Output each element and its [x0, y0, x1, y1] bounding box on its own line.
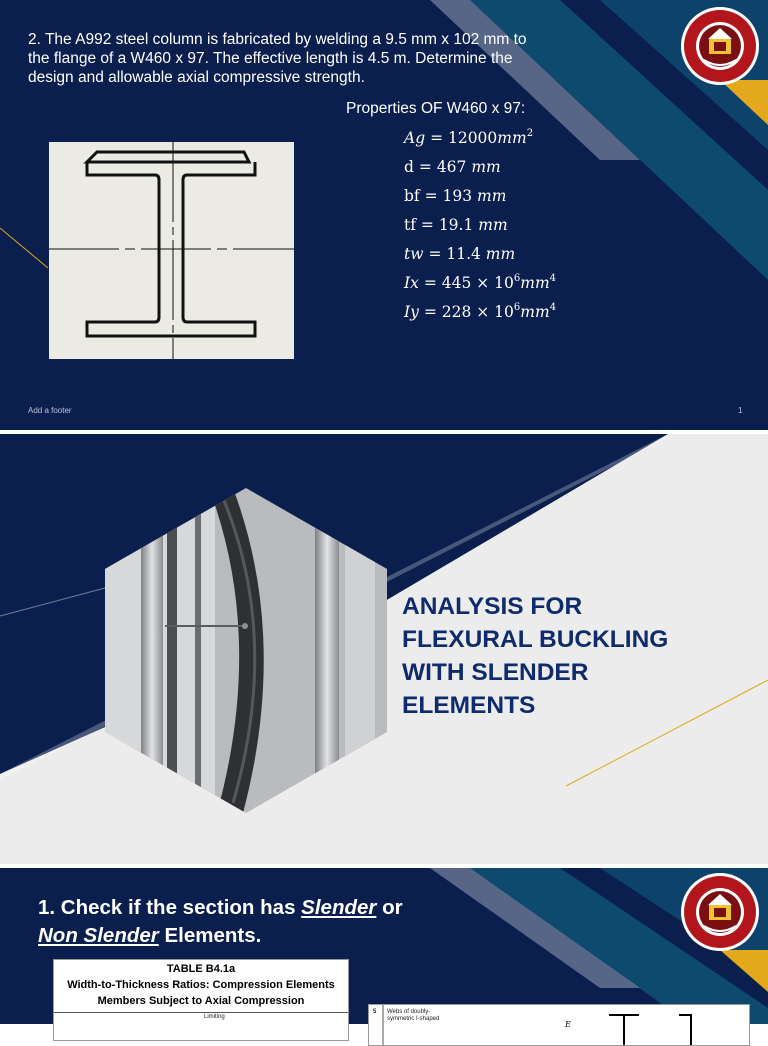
property-value: = 19.1 [420, 216, 479, 234]
property-unit: mm [520, 274, 550, 292]
slide-2 [0, 434, 768, 864]
title-line-3: WITH SLENDER [402, 659, 589, 686]
seal-icon [680, 6, 760, 86]
property-value: = 11.4 [428, 245, 486, 263]
table-heading-2: Width-to-Thickness Ratios: Compression Elements [67, 979, 335, 991]
w-section-figure [49, 142, 294, 359]
title-mid: or [376, 896, 403, 919]
gold-thin-line [0, 228, 48, 268]
properties-list [404, 124, 556, 327]
table-heading-1: TABLE B4.1a [166, 963, 236, 975]
property-row [404, 182, 556, 211]
title-emphasis-slender: Slender [301, 896, 377, 919]
problem-statement: 2. The A992 steel column is fabricated by welding a 9.5 mm x 102 mm to the flange of a W460 x 97. The effective length is 4.5 m. Determine the design and allowable axial compressive strength. [28, 31, 527, 86]
property-row [404, 211, 556, 240]
property-exponent: 2 [526, 128, 534, 139]
property-value: = 467 [418, 158, 472, 176]
slide-3-title [38, 894, 403, 950]
title-suffix: Elements. [158, 924, 262, 947]
property-unit: mm [471, 158, 501, 176]
thin-grey-line [0, 584, 120, 616]
svg-text:E: E [565, 1020, 571, 1029]
property-name: tf [404, 216, 416, 234]
property-power: 6 [513, 273, 521, 284]
college-logo [680, 6, 760, 86]
property-row [404, 269, 556, 298]
property-value: = 228 × 10 [423, 303, 514, 321]
table-col-label: Limiting [204, 1014, 225, 1020]
footer-text: Add a footer [28, 406, 72, 415]
table-b4-1a [53, 959, 349, 1041]
property-row [404, 153, 556, 182]
slide-1 [0, 0, 768, 430]
property-unit: mm [485, 245, 516, 263]
property-row [404, 298, 556, 327]
property-unit: mm [520, 303, 550, 321]
property-unit: mm [478, 216, 508, 234]
property-value: = 193 [424, 187, 478, 205]
property-exponent: 4 [549, 273, 557, 284]
page-number: 1 [738, 406, 743, 415]
table-row-sketches [369, 1005, 749, 1045]
seal-icon [680, 872, 760, 952]
property-name: tw [404, 245, 424, 263]
property-unit: mm [477, 187, 507, 205]
property-unit: mm [497, 129, 527, 147]
property-value: = 445 × 10 [423, 274, 514, 292]
table-row-excerpt [368, 1004, 750, 1046]
title-line-1: ANALYSIS FOR [402, 593, 583, 620]
property-name: Ag [404, 129, 426, 147]
title-emphasis-non-slender: Non Slender [38, 924, 159, 947]
title-line-4: ELEMENTS [402, 692, 536, 719]
property-row [404, 240, 556, 269]
section-title [402, 590, 668, 722]
property-power: 6 [513, 302, 521, 313]
title-prefix: 1. Check if the section has [38, 896, 302, 919]
property-name: Ix [404, 274, 419, 292]
table-heading-3: Members Subject to Axial Compression [97, 995, 305, 1007]
property-exponent: 4 [549, 302, 557, 313]
table-row-number: 5 [373, 1009, 377, 1015]
title-line-2: FLEXURAL BUCKLING [402, 626, 669, 653]
property-row [404, 124, 556, 153]
property-value: = 12000 [430, 129, 498, 147]
w-section-drawing [49, 142, 294, 359]
property-name: Iy [404, 303, 419, 321]
top-flange-plate [87, 152, 249, 162]
property-name: d [404, 158, 414, 176]
property-name: bf [404, 187, 420, 205]
slide-3 [0, 868, 768, 1029]
properties-title: Properties OF W460 x 97: [346, 100, 526, 117]
column-photo [105, 488, 387, 813]
buckling-photo-hexagon [105, 488, 387, 813]
table-row-text: Webs of doubly-symmetric I-shaped [387, 1009, 440, 1022]
college-logo [680, 872, 760, 952]
